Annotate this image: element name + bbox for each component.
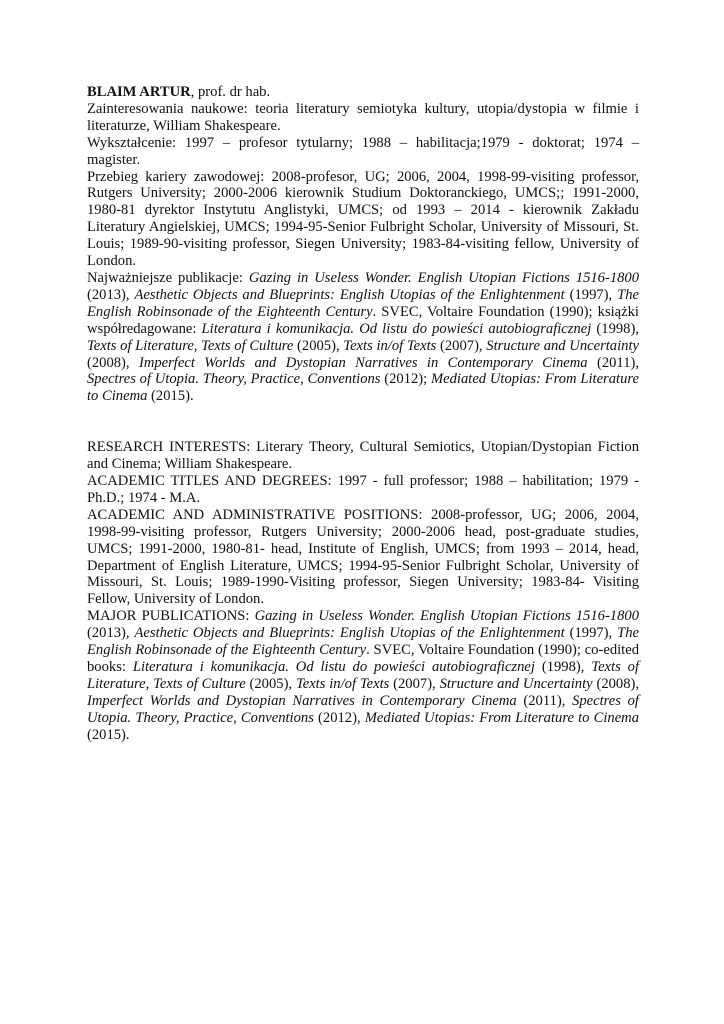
publication-title: Gazing in Useless Wonder. English Utopian Fictions 1516-1800 bbox=[254, 608, 639, 625]
research-interests-en: RESEARCH INTERESTS: Literary Theory, Cultural Semiotics, Utopian/Dystopian Fiction and Cinema; William Shakespeare. bbox=[87, 439, 639, 473]
publication-title: Texts of Literature, Texts of Culture bbox=[87, 659, 640, 692]
publication-separator: (2005), bbox=[245, 675, 296, 692]
publication-separator: (2012), bbox=[313, 709, 365, 726]
publication-title: The English Robinsonade of the Eighteenth Century bbox=[87, 286, 639, 320]
publications-lead: MAJOR PUBLICATIONS: bbox=[87, 608, 255, 625]
publication-separator: (2011), bbox=[516, 692, 573, 709]
section-gap bbox=[87, 405, 639, 439]
publication-title: Imperfect Worlds and Dystopian Narratives in Contemporary Cinema bbox=[138, 354, 588, 371]
career-pl: Przebieg kariery zawodowej: 2008-profesor, UG; 2006, 2004, 1998-99-visiting professor, Rutgers University; 2000-2006 kierownik Studium Doktoranckiego, UMCS;; 1991-2000, 1980-81 dyrektor Instytutu Anglistyki, UMCS; od 1993 – 2014 - kierownik Zakładu Literatury Angielskiej, UMCS; 1994-95-Senior Fulbright Scholar, University of Missouri, St. Louis; 1989-90-visiting professor, Siegen University; 1983-84-visiting fellow, University of London. bbox=[87, 168, 639, 270]
positions-en: ACADEMIC AND ADMINISTRATIVE POSITIONS: 2008-professor, UG; 2006, 2004, 1998-99-visiting professor, Rutgers University; 2000-2006 head, post-graduate studies, UMCS; 1991-2000, 1980-81- head, Institute of English, UMCS; from 1993 – 2014, head, Department of English Literature, UMCS; 1994-95-Senior Fulbright Scholar, University of Missouri, St. Louis; 1989-1990-Visiting professor, Siegen University; 1983-84- Visiting Fellow, University of London. bbox=[87, 506, 639, 608]
author-title: , prof. dr hab. bbox=[190, 84, 271, 100]
publication-title: Texts in/of Texts bbox=[343, 337, 437, 354]
publication-separator: (2005), bbox=[293, 337, 344, 354]
publication-title: Gazing in Useless Wonder. English Utopian Fictions 1516-1800 bbox=[248, 269, 640, 286]
publication-separator: (1998), bbox=[591, 320, 639, 337]
publication-title: Literatura i komunikacja. Od listu do powieści autobiograficznej bbox=[201, 320, 592, 337]
education-pl: Wykształcenie: 1997 – profesor tytularny; 1988 – habilitacja;1979 - doktorat; 1974 – magister. bbox=[87, 134, 639, 168]
publication-title: Mediated Utopias: From Literature to Cinema bbox=[87, 371, 639, 405]
name-line bbox=[87, 84, 639, 101]
publication-separator: (2015). bbox=[87, 726, 130, 743]
publication-separator: (2008), bbox=[87, 354, 139, 371]
document-page bbox=[87, 84, 639, 744]
publication-separator: (2011), bbox=[587, 354, 639, 371]
publication-separator: (2007), bbox=[389, 675, 440, 692]
publication-separator: (2013), bbox=[87, 625, 135, 642]
publication-separator: (2007), bbox=[436, 337, 487, 354]
publication-separator: (2015). bbox=[147, 388, 194, 405]
publication-title: Mediated Utopias: From Literature to Cinema bbox=[364, 709, 640, 726]
author-name: BLAIM ARTUR bbox=[87, 84, 191, 100]
publication-separator: (2012); bbox=[380, 371, 431, 388]
publication-separator: (2013), bbox=[87, 286, 135, 303]
research-interests-pl: Zainteresowania naukowe: teoria literatury semiotyka kultury, utopia/dystopia w filmie i literaturze, William Shakespeare. bbox=[87, 100, 639, 134]
publication-title: Structure and Uncertainty bbox=[439, 675, 593, 692]
publication-title: Aesthetic Objects and Blueprints: English Utopias of the Enlightenment bbox=[134, 625, 565, 642]
publication-separator: (2008), bbox=[592, 675, 640, 692]
publication-separator: . SVEC, Voltaire Foundation (1990); książki współredagowane: bbox=[87, 303, 639, 337]
publication-title: Texts of Literature, Texts of Culture bbox=[87, 337, 294, 354]
publication-title: The English Robinsonade of the Eighteenth Century bbox=[87, 625, 639, 659]
publication-separator: . SVEC, Voltaire Foundation (1990); co-edited books: bbox=[87, 642, 639, 675]
publication-title: Literatura i komunikacja. Od listu do powieści autobiograficznej bbox=[132, 659, 535, 675]
publications-lead: Najważniejsze publikacje: bbox=[87, 269, 249, 286]
publications-pl bbox=[87, 270, 639, 405]
publication-title: Structure and Uncertainty bbox=[486, 337, 639, 354]
publication-title: Imperfect Worlds and Dystopian Narratives in Contemporary Cinema bbox=[87, 692, 517, 709]
publication-separator: (1997), bbox=[564, 625, 618, 642]
publications-en bbox=[87, 608, 639, 743]
publication-title: Aesthetic Objects and Blueprints: English Utopias of the Enlightenment bbox=[134, 286, 565, 303]
publication-separator: (1998), bbox=[534, 659, 592, 675]
publication-title: Texts in/of Texts bbox=[295, 675, 390, 692]
publication-title: Spectres of Utopia. Theory, Practice, Conventions bbox=[87, 371, 381, 388]
publication-separator: (1997), bbox=[564, 286, 618, 303]
titles-degrees-en: ACADEMIC TITLES AND DEGREES: 1997 - full professor; 1988 – habilitation; 1979 - Ph.D.; 1974 - M.A. bbox=[87, 473, 639, 506]
publication-title: Spectres of Utopia. Theory, Practice, Conventions bbox=[87, 692, 639, 726]
